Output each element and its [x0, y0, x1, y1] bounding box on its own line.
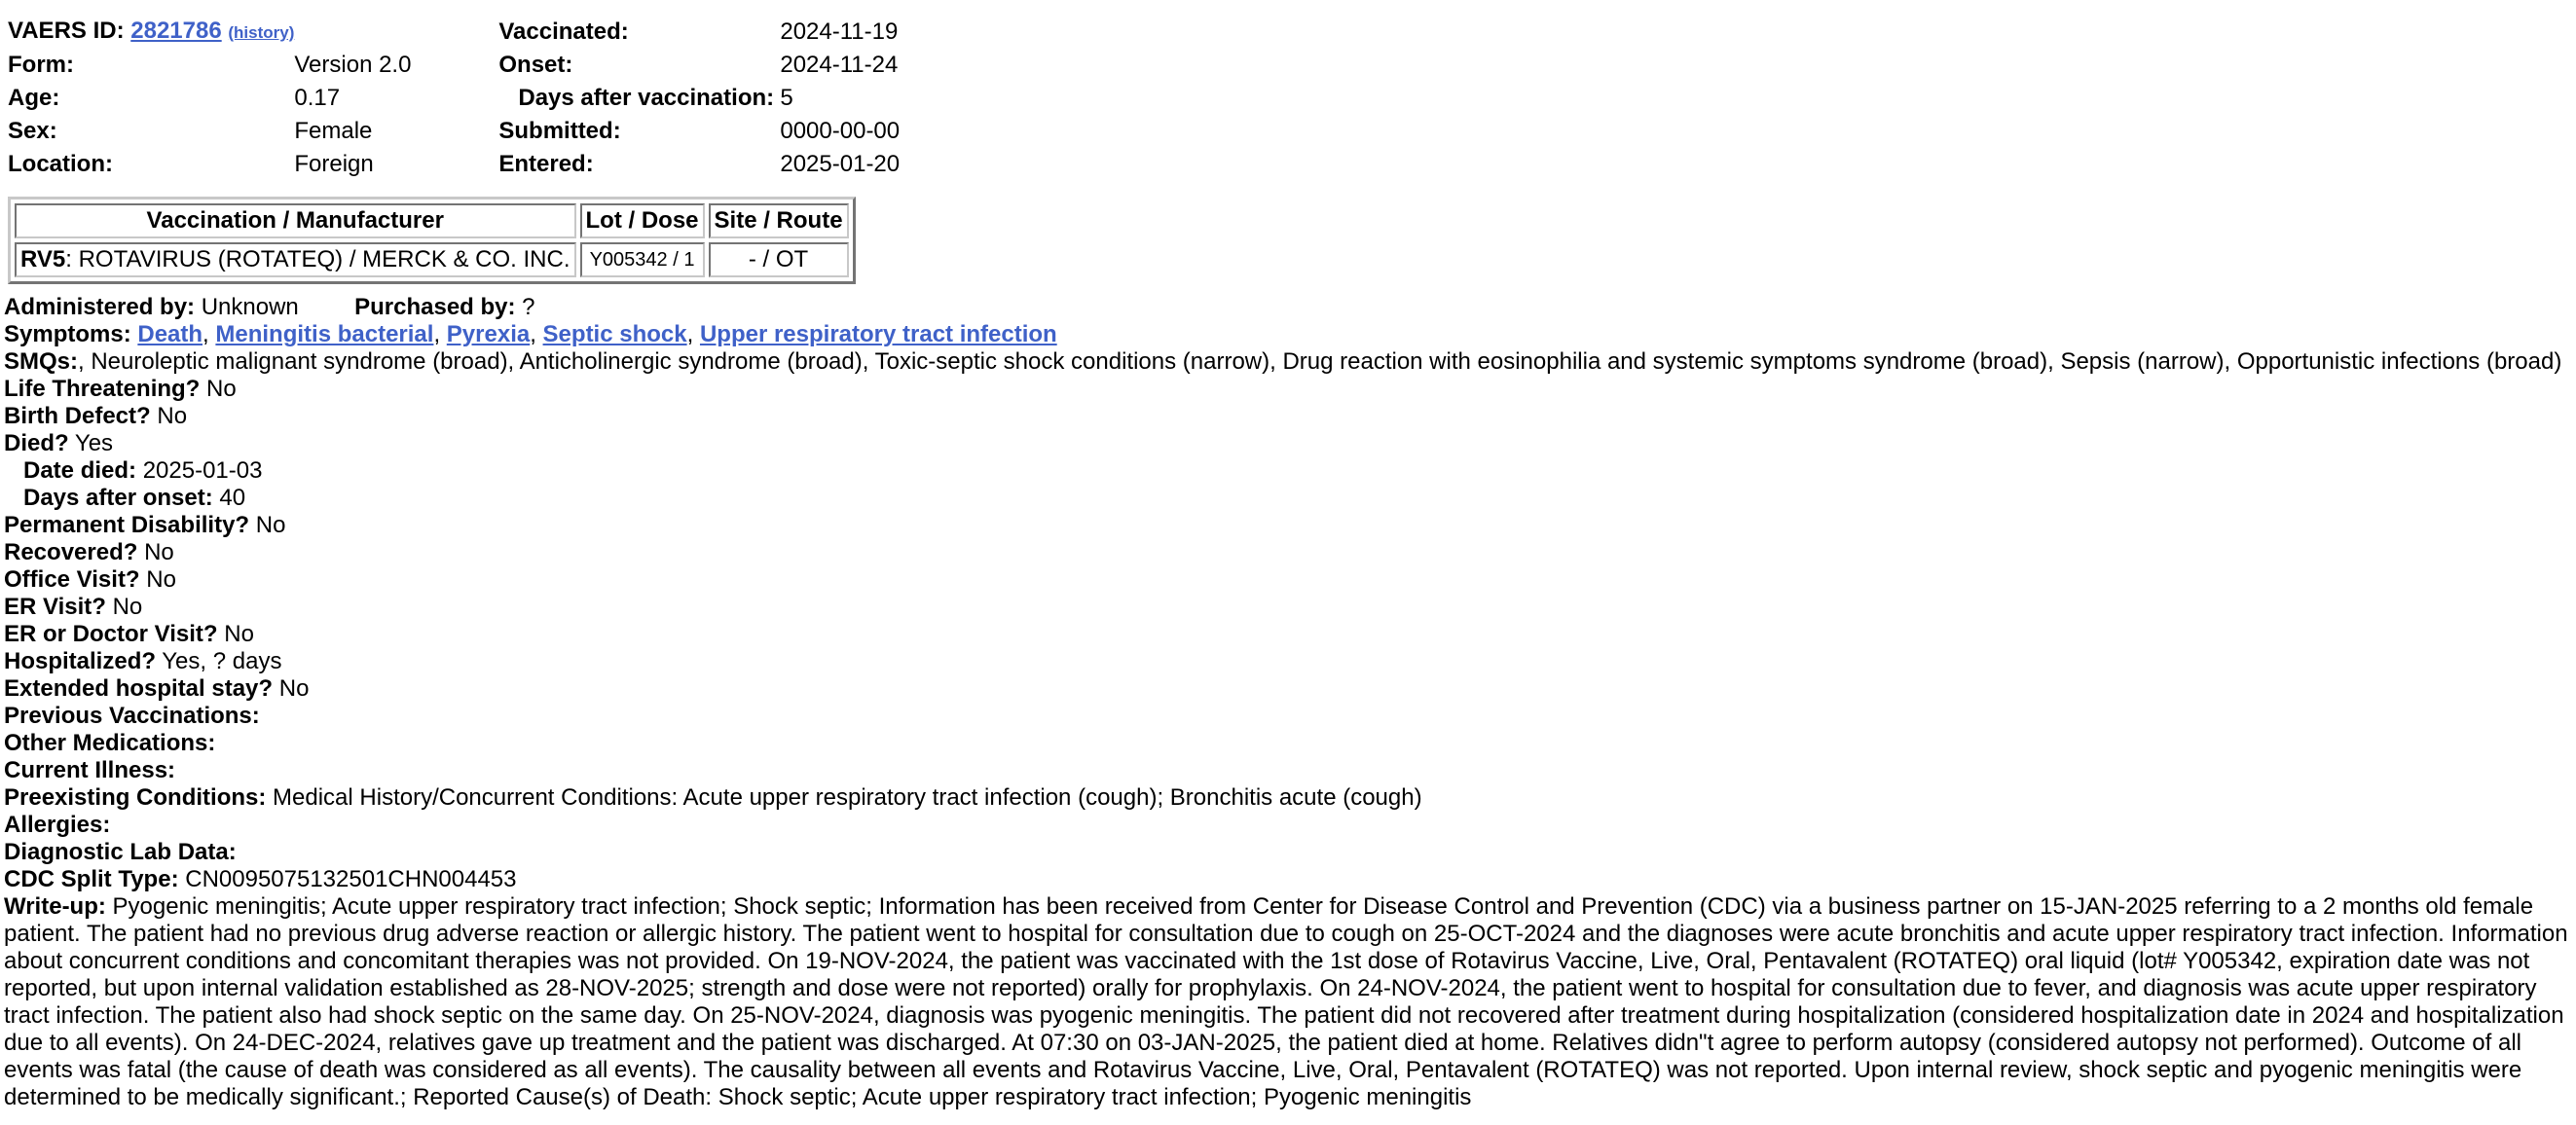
age-value: 0.17 — [294, 85, 341, 111]
hospitalized-value: Yes, ? days — [162, 648, 282, 674]
current-illness-line — [4, 757, 2572, 784]
days-after-onset-label: Days after onset: — [23, 485, 213, 511]
previous-vaccinations-label: Previous Vaccinations: — [4, 703, 260, 729]
vaers-id-cell — [8, 16, 294, 49]
preexisting-conditions-line — [4, 784, 2572, 812]
extended-stay-label: Extended hospital stay? — [4, 675, 274, 702]
vaccination-column-header: Vaccination / Manufacturer — [15, 203, 576, 238]
submitted-value: 0000-00-00 — [780, 118, 901, 144]
er-doctor-visit-label: ER or Doctor Visit? — [4, 621, 218, 647]
sex-label: Sex: — [8, 118, 57, 144]
purchased-label: Purchased by: — [354, 294, 516, 320]
entered-label: Entered: — [498, 151, 594, 177]
date-died-label: Date died: — [23, 457, 137, 484]
symptom-separator: , — [433, 321, 447, 347]
er-visit-label: ER Visit? — [4, 594, 106, 620]
days-after-vaccination-value: 5 — [780, 85, 793, 111]
died-label: Died? — [4, 430, 69, 456]
form-value: Version 2.0 — [294, 52, 412, 78]
symptom-separator: , — [202, 321, 216, 347]
died-value: Yes — [74, 430, 114, 456]
cdc-split-type-label: CDC Split Type: — [4, 866, 179, 892]
previous-vaccinations-line — [4, 703, 2572, 730]
other-medications-label: Other Medications: — [4, 730, 216, 756]
smqs-value: , Neuroleptic malignant syndrome (broad), Anticholinergic syndrome (broad), Toxic-septic shock conditions (narrow), Drug reaction with eosinophilia and systemic symptoms syndrome (broad), Sepsis (narrow), Opportunistic infections (broad) — [78, 348, 2562, 375]
lot-dose-cell: Y005342 / 1 — [580, 242, 705, 277]
symptom-link-meningitis-bacterial[interactable]: Meningitis bacterial — [215, 321, 434, 347]
administered-label: Administered by: — [4, 294, 196, 320]
vaccine-code: RV5 — [20, 246, 66, 272]
current-illness-label: Current Illness: — [4, 757, 176, 783]
died-line — [4, 430, 2572, 457]
purchased-value: ? — [522, 294, 535, 320]
vaers-id-link[interactable]: 2821786 — [130, 18, 222, 44]
symptom-link-upper-respiratory-tract-infection[interactable]: Upper respiratory tract infection — [699, 321, 1057, 347]
recovered-line — [4, 539, 2572, 566]
table-row — [15, 242, 849, 277]
life-threatening-value: No — [206, 376, 237, 402]
vaccinated-label: Vaccinated: — [498, 18, 629, 45]
symptom-separator: , — [686, 321, 700, 347]
birth-defect-label: Birth Defect? — [4, 403, 151, 429]
days-after-onset-line — [4, 485, 2572, 512]
diagnostic-lab-data-line — [4, 839, 2572, 866]
site-route-column-header: Site / Route — [709, 203, 849, 238]
birth-defect-line — [4, 403, 2572, 430]
date-died-value: 2025-01-03 — [142, 457, 263, 484]
administration-line — [4, 294, 2572, 321]
permanent-disability-label: Permanent Disability? — [4, 512, 250, 538]
er-visit-value: No — [112, 594, 143, 620]
history-link[interactable]: (history) — [228, 23, 295, 42]
sex-value: Female — [294, 118, 373, 144]
permanent-disability-value: No — [255, 512, 286, 538]
date-died-line — [4, 457, 2572, 485]
entered-value: 2025-01-20 — [780, 151, 901, 177]
location-label: Location: — [8, 151, 113, 177]
other-medications-line — [4, 730, 2572, 757]
smqs-label: SMQs: — [4, 348, 79, 375]
onset-label: Onset: — [498, 52, 573, 78]
permanent-disability-line — [4, 512, 2572, 539]
life-threatening-label: Life Threatening? — [4, 376, 201, 402]
symptoms-label: Symptoms: — [4, 321, 131, 347]
symptom-link-death[interactable]: Death — [137, 321, 203, 347]
days-after-onset-value: 40 — [219, 485, 246, 511]
administered-value: Unknown — [201, 294, 299, 320]
life-threatening-line — [4, 376, 2572, 403]
office-visit-value: No — [146, 566, 176, 593]
office-visit-line — [4, 566, 2572, 594]
vaccination-table — [8, 197, 856, 284]
submitted-label: Submitted: — [498, 118, 621, 144]
symptom-link-pyrexia[interactable]: Pyrexia — [446, 321, 531, 347]
preexisting-conditions-value: Medical History/Concurrent Conditions: Acute upper respiratory tract infection (cough); Bronchitis acute (cough) — [273, 784, 1422, 811]
allergies-label: Allergies: — [4, 812, 111, 838]
vaccine-cell — [15, 242, 576, 277]
site-route-cell: - / OT — [709, 242, 849, 277]
symptoms-line — [4, 321, 2572, 348]
allergies-line — [4, 812, 2572, 839]
vaccine-name: : ROTAVIRUS (ROTATEQ) / MERCK & CO. INC. — [65, 246, 570, 272]
vaccinated-value: 2024-11-19 — [780, 18, 899, 45]
write-up-section — [4, 893, 2574, 1111]
hospitalized-line — [4, 648, 2572, 675]
vaers-id-label: VAERS ID: — [8, 18, 125, 44]
extended-stay-line — [4, 675, 2572, 703]
preexisting-conditions-label: Preexisting Conditions: — [4, 784, 267, 811]
onset-value: 2024-11-24 — [780, 52, 899, 78]
report-header-table — [8, 16, 916, 181]
write-up-text: Pyogenic meningitis; Acute upper respiratory tract infection; Shock septic; Information has been received from Center for Disease Control and Prevention (CDC) via a business partner on 15-JAN-2025 referring to a 2 months old female patient. The patient had no previous drug adverse reaction or allergic history. The patient went to hospital for consultation due to cough on 25-OCT-2024 and the diagnoses were acute bronchitis and acute upper respiratory tract infection. Information about concurrent conditions and concomitant therapies was not provided. On 19-NOV-2024, the patient was vaccinated with the 1st dose of Rotavirus Vaccine, Live, Oral, Pentavalent (ROTATEQ) oral liquid (lot# Y005342, expiration date was not reported, but upon internal validation established as 28-NOV-2025; strength and dose were not reported) orally for prophylaxis. On 24-NOV-2024, the patient went to hospital for consultation due to fever, and diagnosis was acute upper respiratory tract infection. The patient also had shock septic on the same day. On 25-NOV-2024, diagnosis was pyogenic meningitis. The patient did not recovered after treatment during hospitalization (considered hospitalization date in 2024 and hospitalization due to all events). On 24-DEC-2024, relatives gave up treatment and the patient was discharged. At 07:30 on 03-JAN-2025, the patient died at home. Relatives didn"t agree to perform autopsy (considered autopsy not performed). Outcome of all events was fatal (the cause of death was considered as all events). The causality between all events and Rotavirus Vaccine, Live, Oral, Pentavalent (ROTATEQ) was not reported. Upon internal review, shock septic and pyogenic meningitis were determined to be medically significant.; Reported Cause(s) of Death: Shock septic; Acute upper respiratory tract infection; Pyogenic meningitis — [4, 893, 2568, 1110]
er-doctor-visit-line — [4, 621, 2572, 648]
recovered-label: Recovered? — [4, 539, 138, 565]
location-value: Foreign — [294, 151, 374, 177]
lot-dose-column-header: Lot / Dose — [580, 203, 705, 238]
days-after-vaccination-label: Days after vaccination: — [518, 85, 775, 111]
office-visit-label: Office Visit? — [4, 566, 140, 593]
recovered-value: No — [144, 539, 174, 565]
extended-stay-value: No — [278, 675, 310, 702]
diagnostic-lab-data-label: Diagnostic Lab Data: — [4, 839, 237, 865]
er-doctor-visit-value: No — [224, 621, 254, 647]
hospitalized-label: Hospitalized? — [4, 648, 157, 674]
cdc-split-type-value: CN0095075132501CHN004453 — [185, 866, 517, 892]
birth-defect-value: No — [157, 403, 188, 429]
symptom-link-septic-shock[interactable]: Septic shock — [542, 321, 687, 347]
er-visit-line — [4, 594, 2572, 621]
write-up-label: Write-up: — [4, 893, 106, 920]
form-label: Form: — [8, 52, 74, 78]
age-label: Age: — [8, 85, 60, 111]
symptom-separator: , — [530, 321, 543, 347]
cdc-split-type-line — [4, 866, 2572, 893]
smqs-line — [4, 348, 2572, 376]
